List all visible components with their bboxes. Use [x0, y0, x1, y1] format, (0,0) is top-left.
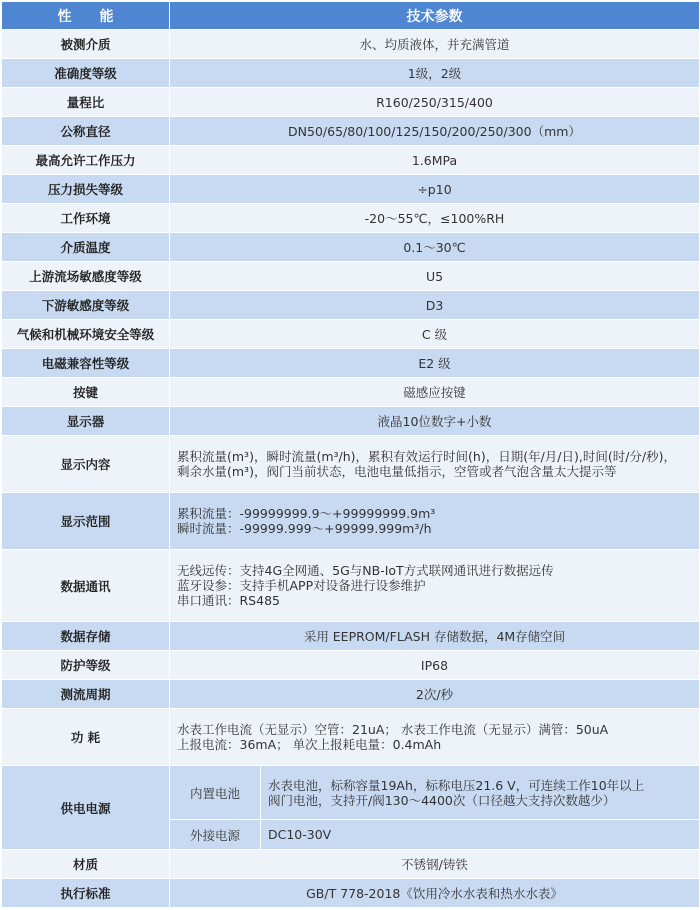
table-row-standard: [2, 879, 700, 908]
table-row: [2, 320, 700, 349]
sub-label-external-power: 外接电源: [170, 820, 261, 850]
row-value: [170, 493, 700, 550]
value-line: 累积流量：-99999999.9～+99999999.9m³: [177, 506, 436, 521]
row-label: 显示器: [2, 407, 170, 436]
row-value: R160/250/315/400: [170, 88, 700, 117]
row-value: 1级，2级: [170, 59, 700, 88]
value-line: 剩余水量(m³)，阀门当前状态，电池电量低指示，空管或者气泡含量太大提示等: [177, 464, 617, 479]
row-value: [261, 766, 700, 820]
row-value: E2 级: [170, 349, 700, 378]
row-label: 公称直径: [2, 117, 170, 146]
table-row: [2, 233, 700, 262]
table-row-protection: [2, 651, 700, 680]
spec-table: [1, 1, 700, 908]
row-label: 测流周期: [2, 680, 170, 709]
value-line: 串口通讯：RS485: [177, 593, 280, 608]
row-value: 磁感应按键: [170, 378, 700, 407]
row-value: GB/T 778-2018《饮用冷水水表和热水水表》: [170, 879, 700, 908]
row-value: [170, 436, 700, 493]
row-label: 压力损失等级: [2, 175, 170, 204]
table-row-power-consumption: [2, 709, 700, 766]
row-label: 按键: [2, 378, 170, 407]
row-label: 材质: [2, 850, 170, 879]
row-value: D3: [170, 291, 700, 320]
table-row: [2, 378, 700, 407]
row-value: 0.1～30℃: [170, 233, 700, 262]
table-row-material: [2, 850, 700, 879]
table-row-measure-period: [2, 680, 700, 709]
row-label: 执行标准: [2, 879, 170, 908]
table-row-display-content: [2, 436, 700, 493]
value-line: 水表电池，标称容量19Ah，标称电压21.6 V，可连续工作10年以上: [268, 777, 645, 793]
value-line: 上报电流：36mA； 单次上报耗电量：0.4mAh: [177, 737, 442, 752]
table-row: [2, 88, 700, 117]
sub-label-internal-battery: 内置电池: [170, 766, 261, 820]
value-line: 累积流量(m³)，瞬时流量(m³/h)，累积有效运行时间(h)，日期(年/月/日),时间(时/分/秒)，: [177, 449, 677, 464]
row-label: 量程比: [2, 88, 170, 117]
row-value: C 级: [170, 320, 700, 349]
row-label: 工作环境: [2, 204, 170, 233]
row-label: 介质温度: [2, 233, 170, 262]
row-label: 供电电源: [2, 766, 170, 850]
row-value: 不锈钢/铸铁: [170, 850, 700, 879]
row-value: -20～55℃，≤100%RH: [170, 204, 700, 233]
header-performance: 性 能: [2, 2, 170, 30]
row-label: 最高允许工作压力: [2, 146, 170, 175]
table-row: [2, 30, 700, 59]
row-label: 数据存储: [2, 622, 170, 651]
row-label: 数据通讯: [2, 550, 170, 622]
table-row: [2, 291, 700, 320]
row-label: 功 耗: [2, 709, 170, 766]
table-row: [2, 117, 700, 146]
row-value: IP68: [170, 651, 700, 680]
row-label: 被测介质: [2, 30, 170, 59]
table-row-display-range: [2, 493, 700, 550]
table-row-data-comm: [2, 550, 700, 622]
row-label: 显示范围: [2, 493, 170, 550]
table-row: [2, 59, 700, 88]
row-value: [170, 550, 700, 622]
table-row: [2, 204, 700, 233]
row-label: 气候和机械环境安全等级: [2, 320, 170, 349]
row-label: 电磁兼容性等级: [2, 349, 170, 378]
table-row-data-storage: [2, 622, 700, 651]
row-value: 2次/秒: [170, 680, 700, 709]
row-label: 准确度等级: [2, 59, 170, 88]
row-value: U5: [170, 262, 700, 291]
table-row: [2, 146, 700, 175]
row-label: 下游敏感度等级: [2, 291, 170, 320]
row-label: 显示内容: [2, 436, 170, 493]
row-value: DN50/65/80/100/125/150/200/250/300（mm）: [170, 117, 700, 146]
value-line: 水表工作电流（无显示）空管：21uA； 水表工作电流（无显示）满管：50uA: [177, 722, 609, 737]
row-value: 水、均质液体，并充满管道: [170, 30, 700, 59]
row-value: 液晶10位数字+小数: [170, 407, 700, 436]
table-row: [2, 175, 700, 204]
value-line: 蓝牙设参：支持手机APP对设备进行设参维护: [177, 578, 426, 593]
row-label: 上游流场敏感度等级: [2, 262, 170, 291]
table-header-row: [2, 2, 700, 30]
table-row-power-supply: [2, 766, 700, 820]
table-row: [2, 407, 700, 436]
table-row: [2, 349, 700, 378]
row-value: 1.6MPa: [170, 146, 700, 175]
table-row: [2, 262, 700, 291]
header-tech-params: 技术参数: [170, 2, 700, 30]
row-value: [170, 709, 700, 766]
row-value: ÷p10: [170, 175, 700, 204]
row-label: 防护等级: [2, 651, 170, 680]
value-line: 瞬时流量：-99999.999～+99999.999m³/h: [177, 521, 432, 536]
row-value: 采用 EEPROM/FLASH 存储数据，4M存储空间: [170, 622, 700, 651]
value-line: 无线远传：支持4G全网通、5G与NB-IoT方式联网通讯进行数据远传: [177, 563, 554, 578]
row-value: DC10-30V: [261, 820, 700, 850]
value-line: 阀门电池，支持开/阀130～4400次（口径越大支持次数越少）: [268, 792, 616, 808]
